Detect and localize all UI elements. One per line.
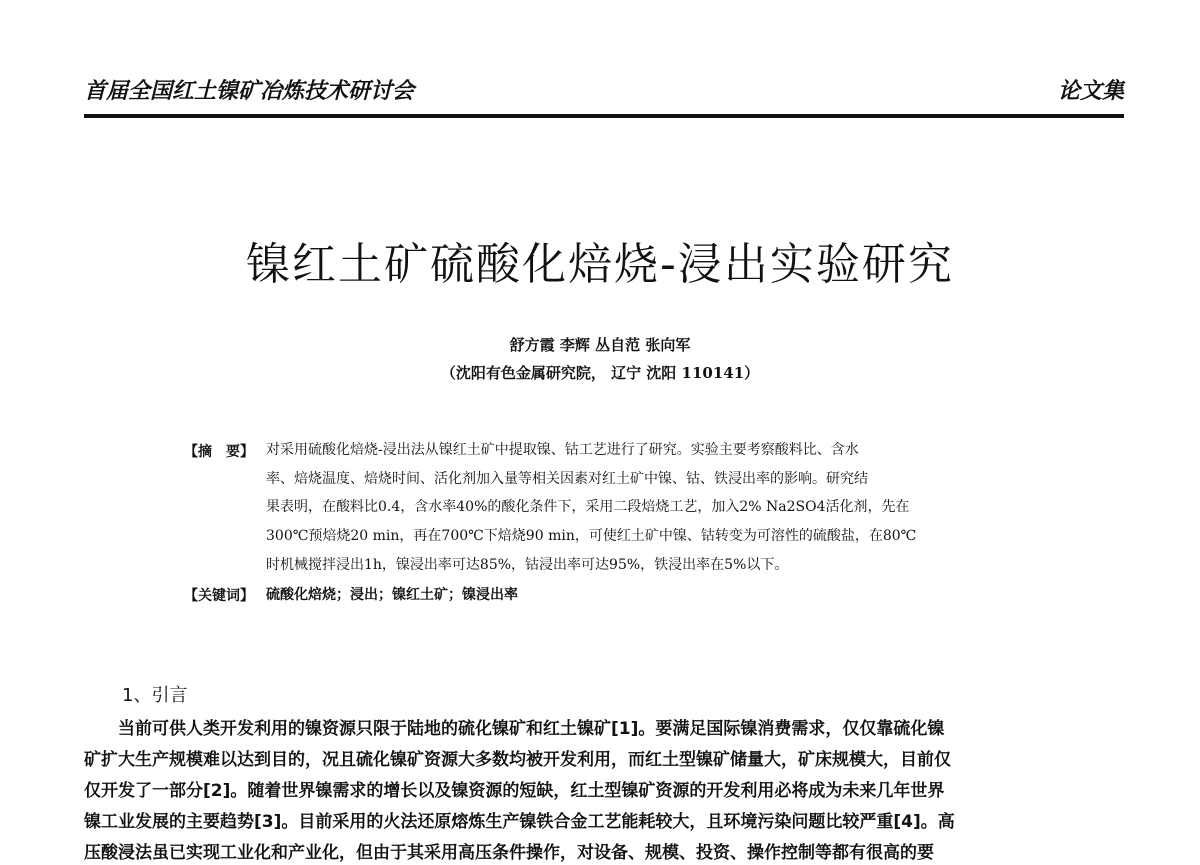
- body-line: 镍工业发展的主要趋势[3]。目前采用的火法还原熔炼生产镍铁合金工艺能耗较大，且环境污染问题比较严重[4]。高: [84, 812, 955, 832]
- collection-name: 论文集: [1057, 79, 1124, 104]
- running-header: [84, 72, 1124, 106]
- abstract-line: 300℃预焙烧20 min，再在700℃下焙烧90 min，可使红土矿中镍、钴转变为可溶性的硫酸盐，在80℃: [266, 528, 917, 544]
- keywords-label: 【关键词】: [184, 588, 254, 604]
- keywords-text: 硫酸化焙烧；浸出；镍红土矿；镍浸出率: [266, 587, 518, 603]
- abstract-line: 时机械搅拌浸出1h，镍浸出率可达85%，钴浸出率可达95%，铁浸出率在5%以下。: [266, 557, 789, 573]
- affiliation: （沈阳有色金属研究院， 辽宁 沈阳 110141）: [440, 364, 760, 382]
- section-heading: 1、引言: [122, 685, 188, 706]
- author-list: 舒方霞 李辉 丛自范 张向军: [509, 336, 691, 354]
- abstract-line: 率、焙烧温度、焙烧时间、活化剂加入量等相关因素对红土矿中镍、钴、铁浸出率的影响。研究结: [266, 471, 868, 487]
- body-line: 仅开发了一部分[2]。随着世界镍需求的增长以及镍资源的短缺，红土型镍矿资源的开发利用必将成为未来几年世界: [84, 781, 945, 801]
- conference-name: 首届全国红土镍矿冶炼技术研讨会: [84, 79, 415, 104]
- abstract-line: 果表明，在酸料比0.4，含水率40%的酸化条件下，采用二段焙烧工艺，加入2% Na2SO4活化剂，先在: [266, 499, 910, 515]
- abstract-line: 对采用硫酸化焙烧-浸出法从镍红土矿中提取镍、钴工艺进行了研究。实验主要考察酸料比、含水: [266, 442, 859, 458]
- body-line: 矿扩大生产规模难以达到目的，况且硫化镍矿资源大多数均被开发利用，而红土型镍矿储量大，矿床规模大，目前仅: [84, 750, 951, 770]
- body-line: 当前可供人类开发利用的镍资源只限于陆地的硫化镍矿和红土镍矿[1]。要满足国际镍消费需求，仅仅靠硫化镍: [84, 719, 945, 739]
- header-rule: [84, 114, 1124, 118]
- paper-title: 镍红土矿硫酸化焙烧-浸出实验研究: [246, 239, 954, 290]
- body-line: 压酸浸法虽已实现工业化和产业化，但由于其采用高压条件操作，对设备、规模、投资、操作控制等都有很高的要: [84, 843, 934, 863]
- abstract-label: 【摘 要】: [184, 444, 254, 460]
